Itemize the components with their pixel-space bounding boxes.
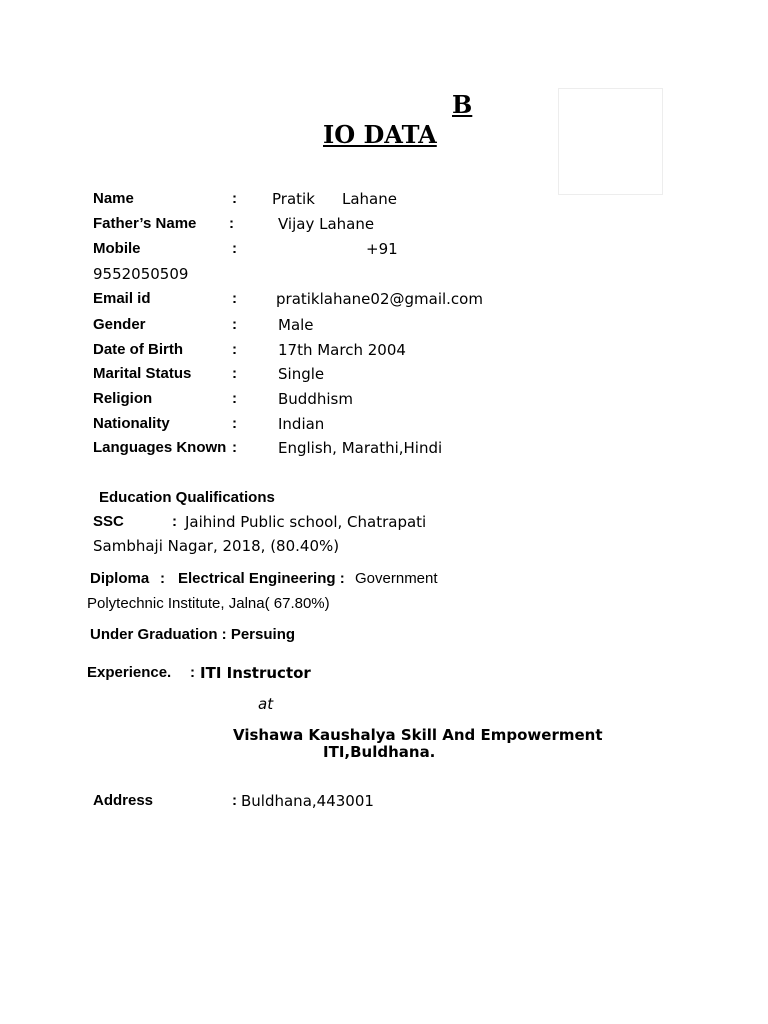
ssc-label: SSC [93,513,124,530]
address-colon: : [232,792,237,809]
experience-at: at [258,695,274,713]
mobile-prefix: +91 [366,240,398,258]
address-value: Buldhana,443001 [241,792,374,810]
dob-value: 17th March 2004 [278,341,406,359]
diploma-label: Diploma [90,570,150,587]
languages-value: English, Marathi,Hindi [278,439,443,457]
ssc-details-line1: Jaihind Public school, Chatrapati [185,513,427,531]
diploma-details-line1: Government [355,570,438,587]
name-first-value: Pratik [272,190,315,208]
diploma-colon: : [160,570,165,587]
address-label: Address [93,792,154,809]
mobile-label: Mobile [93,240,141,257]
languages-label: Languages Known [93,439,227,456]
email-colon: : [232,290,237,307]
experience-org-line2: ITI,Buldhana. [323,743,436,761]
photo-placeholder [558,88,663,195]
religion-value: Buddhism [278,390,353,408]
ssc-details-line2: Sambhaji Nagar, 2018, (80.40%) [93,537,340,555]
gender-colon: : [232,316,237,333]
dob-colon: : [232,341,237,358]
gender-label: Gender [93,316,146,333]
name-last-value: Lahane [342,190,397,208]
diploma-field: Electrical Engineering : [178,570,345,587]
father-name-colon: : [229,215,234,232]
gender-value: Male [278,316,314,334]
marital-status-value: Single [278,365,325,383]
mobile-colon: : [232,240,237,257]
religion-label: Religion [93,390,153,407]
dob-label: Date of Birth [93,341,183,358]
experience-role: ITI Instructor [200,664,311,682]
languages-colon: : [232,439,237,456]
marital-status-colon: : [232,365,237,382]
title-first-letter: B [452,90,473,119]
email-label: Email id [93,290,151,307]
under-graduation: Under Graduation : Persuing [90,626,296,643]
nationality-label: Nationality [93,415,170,432]
nationality-colon: : [232,415,237,432]
name-colon: : [232,190,237,207]
diploma-details-line2: Polytechnic Institute, Jalna( 67.80%) [87,595,330,612]
page-title: IO DATA [323,120,437,149]
marital-status-label: Marital Status [93,365,192,382]
experience-label: Experience. [87,664,172,681]
name-label: Name [93,190,134,207]
religion-colon: : [232,390,237,407]
experience-colon: : [190,664,195,681]
father-name-value: Vijay Lahane [278,215,375,233]
father-name-label: Father’s Name [93,215,197,232]
ssc-colon: : [172,513,177,530]
email-value: pratiklahane02@gmail.com [276,290,483,308]
experience-org-line1: Vishawa Kaushalya Skill And Empowerment [233,726,603,744]
education-heading: Education Qualifications [99,489,275,506]
nationality-value: Indian [278,415,325,433]
mobile-number: 9552050509 [93,265,189,283]
